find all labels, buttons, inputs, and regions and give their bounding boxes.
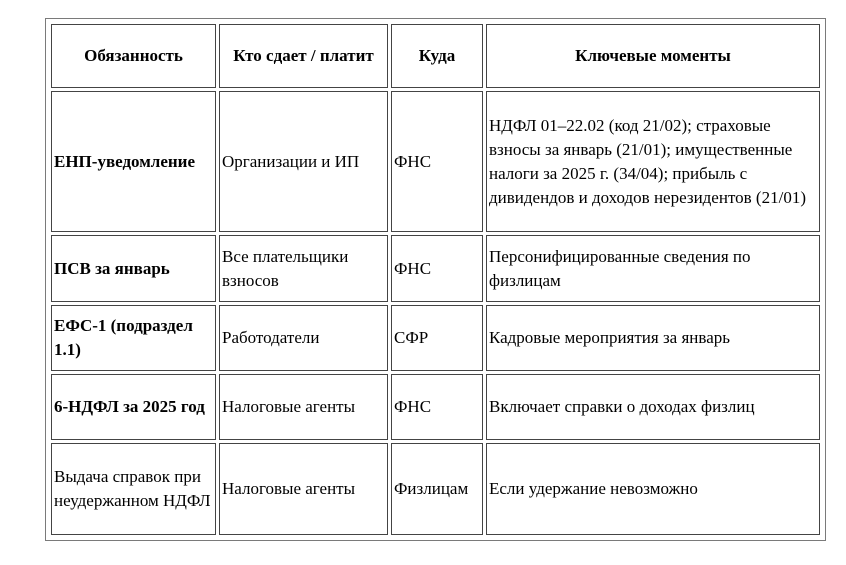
cell-notes: Персонифицированные сведения по физлицам xyxy=(486,235,820,302)
cell-where: СФР xyxy=(391,305,483,371)
table-row xyxy=(51,443,820,535)
cell-who: Налоговые агенты xyxy=(219,443,388,535)
cell-who: Работодатели xyxy=(219,305,388,371)
cell-duty: ПСВ за январь xyxy=(51,235,216,302)
cell-who: Организации и ИП xyxy=(219,91,388,232)
cell-where: ФНС xyxy=(391,374,483,440)
cell-where: ФНС xyxy=(391,91,483,232)
cell-where: Физлицам xyxy=(391,443,483,535)
header-where: Куда xyxy=(391,24,483,88)
cell-where: ФНС xyxy=(391,235,483,302)
cell-who: Все плательщики взносов xyxy=(219,235,388,302)
header-duty: Обязанность xyxy=(51,24,216,88)
cell-duty: Выдача справок при неудержанном НДФЛ xyxy=(51,443,216,535)
cell-duty: ЕНП-уведомление xyxy=(51,91,216,232)
cell-notes: НДФЛ 01–22.02 (код 21/02); страховые взносы за январь (21/01); имущественные налоги за 2025 г. (34/04); прибыль с дивидендов и доходов нерезидентов (21/01) xyxy=(486,91,820,232)
cell-who: Налоговые агенты xyxy=(219,374,388,440)
table-row xyxy=(51,374,820,440)
header-notes: Ключевые моменты xyxy=(486,24,820,88)
table-row xyxy=(51,305,820,371)
obligations-table xyxy=(48,21,823,538)
cell-notes: Кадровые мероприятия за январь xyxy=(486,305,820,371)
table-row xyxy=(51,235,820,302)
table-row xyxy=(51,91,820,232)
cell-duty: 6-НДФЛ за 2025 год xyxy=(51,374,216,440)
header-who: Кто сдает / платит xyxy=(219,24,388,88)
obligations-table-frame xyxy=(45,18,826,541)
cell-notes: Если удержание невозможно xyxy=(486,443,820,535)
cell-notes: Включает справки о доходах физлиц xyxy=(486,374,820,440)
table-header-row xyxy=(51,24,820,88)
cell-duty: ЕФС-1 (подраздел 1.1) xyxy=(51,305,216,371)
